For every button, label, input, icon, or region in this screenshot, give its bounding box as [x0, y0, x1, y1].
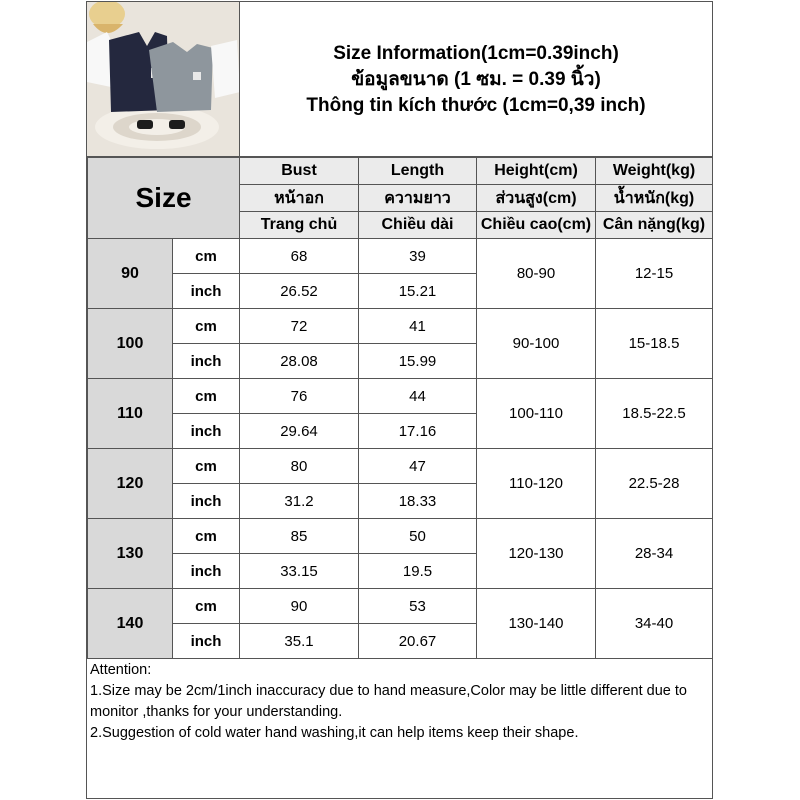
size-information-header	[240, 2, 712, 157]
length-cm: 47	[359, 449, 477, 484]
bust-header: Bust	[240, 158, 359, 185]
unit-cm: cm	[173, 239, 240, 274]
bust-inch: 28.08	[240, 344, 359, 379]
height-range: 90-100	[477, 309, 596, 379]
height-range: 110-120	[477, 449, 596, 519]
size-value: 120	[88, 449, 173, 519]
weight-range: 18.5-22.5	[596, 379, 713, 449]
size-value: 130	[88, 519, 173, 589]
bust-inch: 33.15	[240, 554, 359, 589]
height-range: 130-140	[477, 589, 596, 659]
bust-cm: 68	[240, 239, 359, 274]
attention-notes	[87, 658, 712, 744]
bust-header-thai: หน้าอก	[240, 185, 359, 212]
bust-cm: 76	[240, 379, 359, 414]
length-inch: 15.21	[359, 274, 477, 309]
weight-range: 22.5-28	[596, 449, 713, 519]
length-inch: 19.5	[359, 554, 477, 589]
bust-inch: 26.52	[240, 274, 359, 309]
size-table	[87, 157, 713, 659]
bust-cm: 72	[240, 309, 359, 344]
height-header: Height(cm)	[477, 158, 596, 185]
size-value: 90	[88, 239, 173, 309]
height-range: 80-90	[477, 239, 596, 309]
length-cm: 53	[359, 589, 477, 624]
length-cm: 50	[359, 519, 477, 554]
header-line-thai: ข้อมูลขนาด (1 ซม. = 0.39 นิ้ว)	[351, 69, 601, 90]
weight-range: 28-34	[596, 519, 713, 589]
size-row-cm	[88, 449, 713, 484]
unit-cm: cm	[173, 589, 240, 624]
length-cm: 44	[359, 379, 477, 414]
unit-cm: cm	[173, 309, 240, 344]
length-inch: 18.33	[359, 484, 477, 519]
size-row-cm	[88, 239, 713, 274]
height-header-vietnamese: Chiều cao(cm)	[477, 212, 596, 239]
length-inch: 17.16	[359, 414, 477, 449]
note-washing: 2.Suggestion of cold water hand washing,it can help items keep their shape.	[90, 725, 579, 741]
length-cm: 41	[359, 309, 477, 344]
unit-inch: inch	[173, 274, 240, 309]
unit-cm: cm	[173, 379, 240, 414]
weight-range: 34-40	[596, 589, 713, 659]
unit-inch: inch	[173, 344, 240, 379]
size-value: 110	[88, 379, 173, 449]
size-row-cm	[88, 519, 713, 554]
size-column-header: Size	[88, 158, 240, 239]
size-value: 140	[88, 589, 173, 659]
bust-inch: 29.64	[240, 414, 359, 449]
attention-title: Attention:	[90, 662, 152, 678]
weight-header-vietnamese: Cân nặng(kg)	[596, 212, 713, 239]
length-inch: 20.67	[359, 624, 477, 659]
size-row-cm	[88, 309, 713, 344]
length-header: Length	[359, 158, 477, 185]
bust-cm: 85	[240, 519, 359, 554]
unit-inch: inch	[173, 624, 240, 659]
unit-inch: inch	[173, 484, 240, 519]
weight-header: Weight(kg)	[596, 158, 713, 185]
height-range: 100-110	[477, 379, 596, 449]
height-range: 120-130	[477, 519, 596, 589]
length-cm: 39	[359, 239, 477, 274]
size-chart	[86, 1, 713, 799]
bust-inch: 31.2	[240, 484, 359, 519]
height-header-thai: ส่วนสูง(cm)	[477, 185, 596, 212]
bust-cm: 90	[240, 589, 359, 624]
bust-inch: 35.1	[240, 624, 359, 659]
length-header-vietnamese: Chiều dài	[359, 212, 477, 239]
header-line-english: Size Information(1cm=0.39inch)	[333, 43, 619, 64]
bust-header-vietnamese: Trang chủ	[240, 212, 359, 239]
size-row-cm	[88, 379, 713, 414]
unit-inch: inch	[173, 414, 240, 449]
weight-header-thai: น้ำหนัก(kg)	[596, 185, 713, 212]
size-row-cm	[88, 589, 713, 624]
note-measurement: 1.Size may be 2cm/1inch inaccuracy due to hand measure,Color may be little different due to monitor ,thanks for your understanding.	[90, 683, 687, 720]
length-inch: 15.99	[359, 344, 477, 379]
unit-inch: inch	[173, 554, 240, 589]
header-line-vietnamese: Thông tin kích thước (1cm=0,39 inch)	[306, 95, 646, 116]
bust-cm: 80	[240, 449, 359, 484]
size-value: 100	[88, 309, 173, 379]
unit-cm: cm	[173, 519, 240, 554]
weight-range: 15-18.5	[596, 309, 713, 379]
length-header-thai: ความยาว	[359, 185, 477, 212]
unit-cm: cm	[173, 449, 240, 484]
product-photo	[87, 2, 240, 157]
weight-range: 12-15	[596, 239, 713, 309]
